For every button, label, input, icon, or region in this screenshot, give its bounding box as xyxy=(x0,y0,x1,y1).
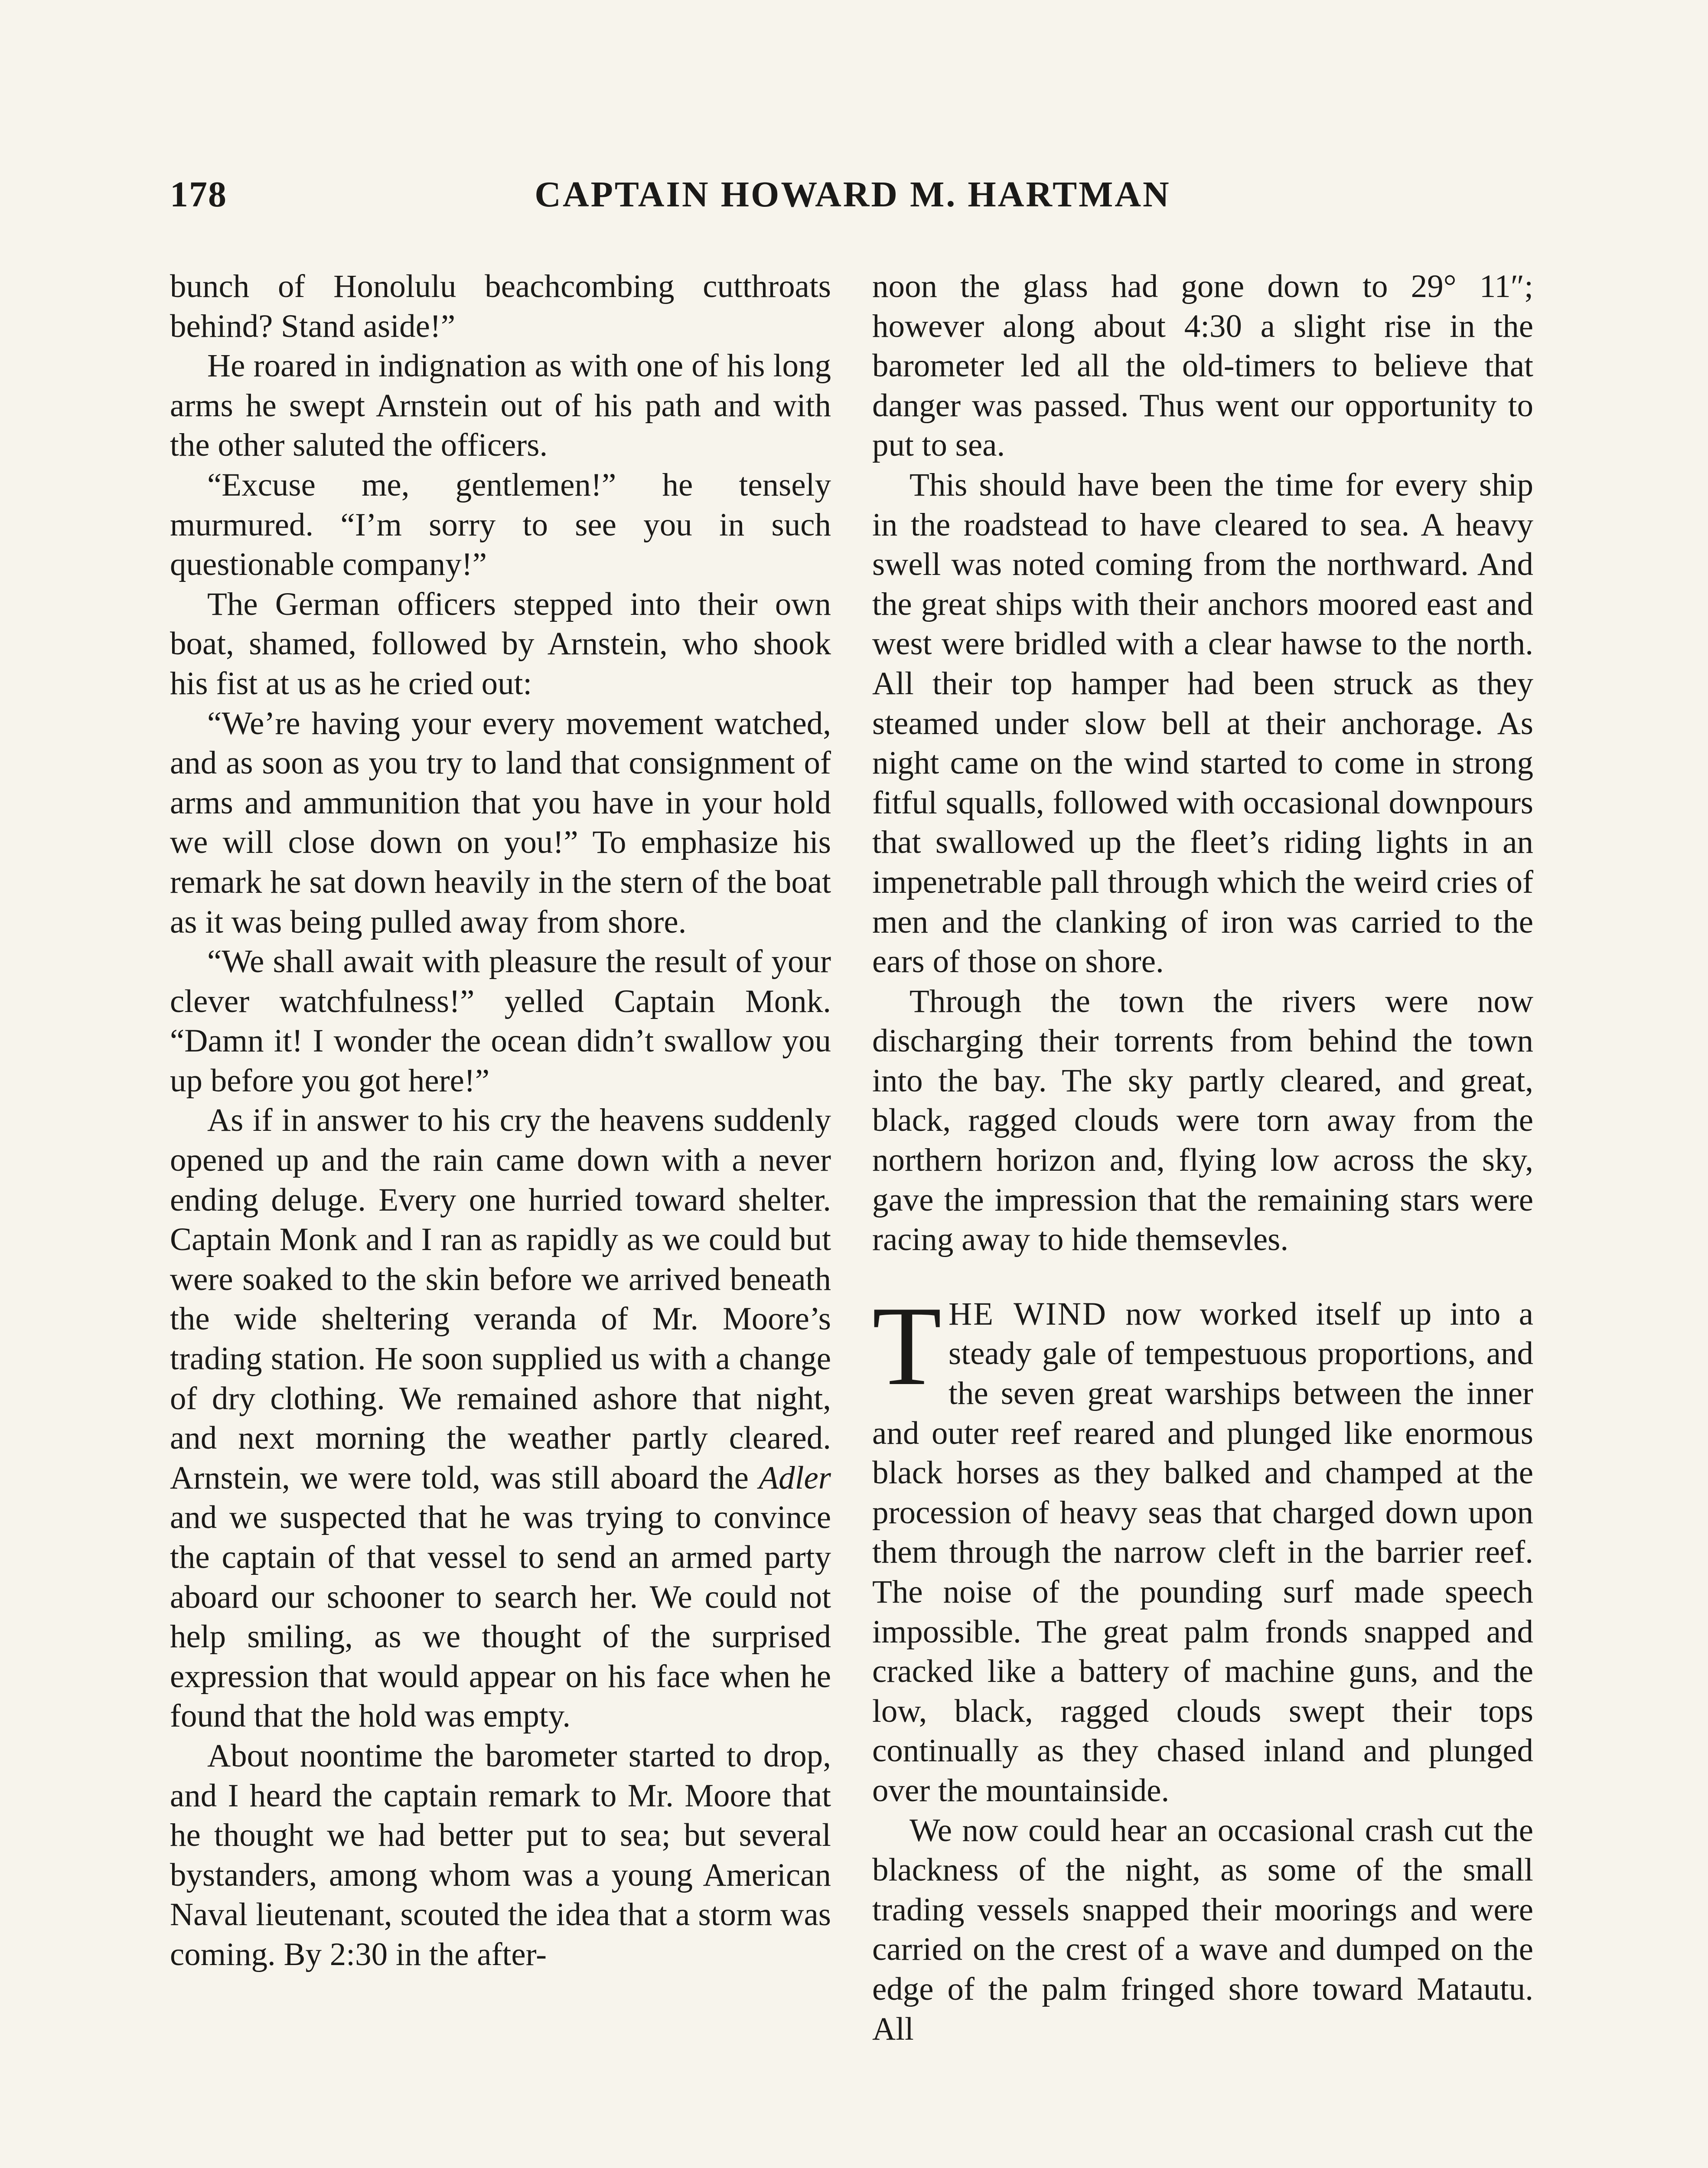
paragraph: The German officers stepped into their own boat, shamed, followed by Arnstein, who shook his fist at us as he cried out: xyxy=(170,586,831,702)
drop-cap: T xyxy=(872,1283,942,1409)
page-header xyxy=(170,173,1535,225)
paragraph: “Excuse me, gentlemen!” he tensely murmured. “I’m sorry to see you in such questionable company!” xyxy=(170,467,831,583)
paragraph: About noontime the barometer started to drop, and I heard the captain remark to Mr. Moore that he thought we had better put to sea; but several bystanders, among whom was a young American Naval lieutenant, scouted the idea that a storm was coming. By 2:30 in the after- xyxy=(170,1737,831,1972)
left-column xyxy=(170,267,831,1975)
page-number: 178 xyxy=(170,174,227,215)
ship-name: Adler xyxy=(759,1459,831,1496)
paragraph: bunch of Honolulu beachcombing cutthroats behind? Stand aside!” xyxy=(170,268,831,344)
paragraph: noon the glass had gone down to 29° 11″; however along about 4:30 a slight rise in the barometer led all the old-timers to believe that danger was passed. Thus went our opportunity to put to sea. xyxy=(872,268,1533,464)
paragraph-text: now worked itself up into a steady gale of tempestuous proportions, and the seven great warships between the inner and outer reef reared and plunged like enormous black horses as they balked and champed at the procession of heavy seas that charged down upon them through the narrow cleft in the barrier reef. The noise of the pounding surf made speech impossible. The great palm fronds snapped and cracked like a battery of machine guns, and the low, black, ragged clouds swept their tops continually as they chased inland and plunged over the mountainside. xyxy=(872,1296,1533,1809)
lead-in-caps: HE WIND xyxy=(949,1296,1108,1332)
paragraph: He roared in indignation as with one of his long arms he swept Arnstein out of his path and with the other saluted the officers. xyxy=(170,348,831,464)
paragraph-text: and we suspected that he was trying to convince the captain of that vessel to send an armed party aboard our schooner to search her. We could not help smiling, as we thought of the surprised expression that would appear on his face when he found that the hold was empty. xyxy=(170,1499,831,1734)
running-head: CAPTAIN HOWARD M. HARTMAN xyxy=(535,174,1171,215)
paragraph: This should have been the time for every ship in the roadstead to have cleared to sea. A heavy swell was noted coming from the northward. And the great ships with their anchors moored east and west were bridled with a clear hawse to the north. All their top hamper had been struck as they steamed under slow bell at their anchorage. As night came on the wind started to come in strong fitful squalls, followed with occasional downpours that swallowed up the fleet’s riding lights in an impenetrable pall through which the weird cries of men and the clanking of iron was carried to the ears of those on shore. xyxy=(872,467,1533,980)
paragraph xyxy=(872,1283,1533,1811)
paragraph xyxy=(170,1100,831,1736)
paragraph: Through the town the rivers were now discharging their torrents from behind the town into the bay. The sky partly cleared, and great, black, ragged clouds were torn away from the northern horizon and, flying low across the sky, gave the impression that the remaining stars were racing away to hide themsevles. xyxy=(872,983,1533,1258)
right-column xyxy=(872,267,1533,2049)
section-break xyxy=(872,1260,1533,1294)
paragraph: “We’re having your every movement watched, and as soon as you try to land that consignment of arms and ammunition that you have in your hold we will close down on you!” To emphasize his remark he sat down heavily in the stern of the boat as it was being pulled away from shore. xyxy=(170,705,831,940)
paragraph: “We shall await with pleasure the result of your clever watchfulness!” yelled Captain Monk. “Damn it! I wonder the ocean didn’t swallow you up before you got here!” xyxy=(170,944,831,1099)
paragraph: We now could hear an occasional crash cut the blackness of the night, as some of the small trading vessels snapped their moorings and were carried on the crest of a wave and dumped on the edge of the palm fringed shore toward Matautu. All xyxy=(872,1812,1533,2047)
paragraph-text: As if in answer to his cry the heavens suddenly opened up and the rain came down with a never ending deluge. Every one hurried toward shelter. Captain Monk and I ran as rapidly as we could but were soaked to the skin before we arrived beneath the wide sheltering veranda of Mr. Moore’s trading station. He soon supplied us with a change of dry clothing. We remained ashore that night, and next morning the weather partly cleared. Arnstein, we were told, was still aboard the xyxy=(170,1102,831,1496)
